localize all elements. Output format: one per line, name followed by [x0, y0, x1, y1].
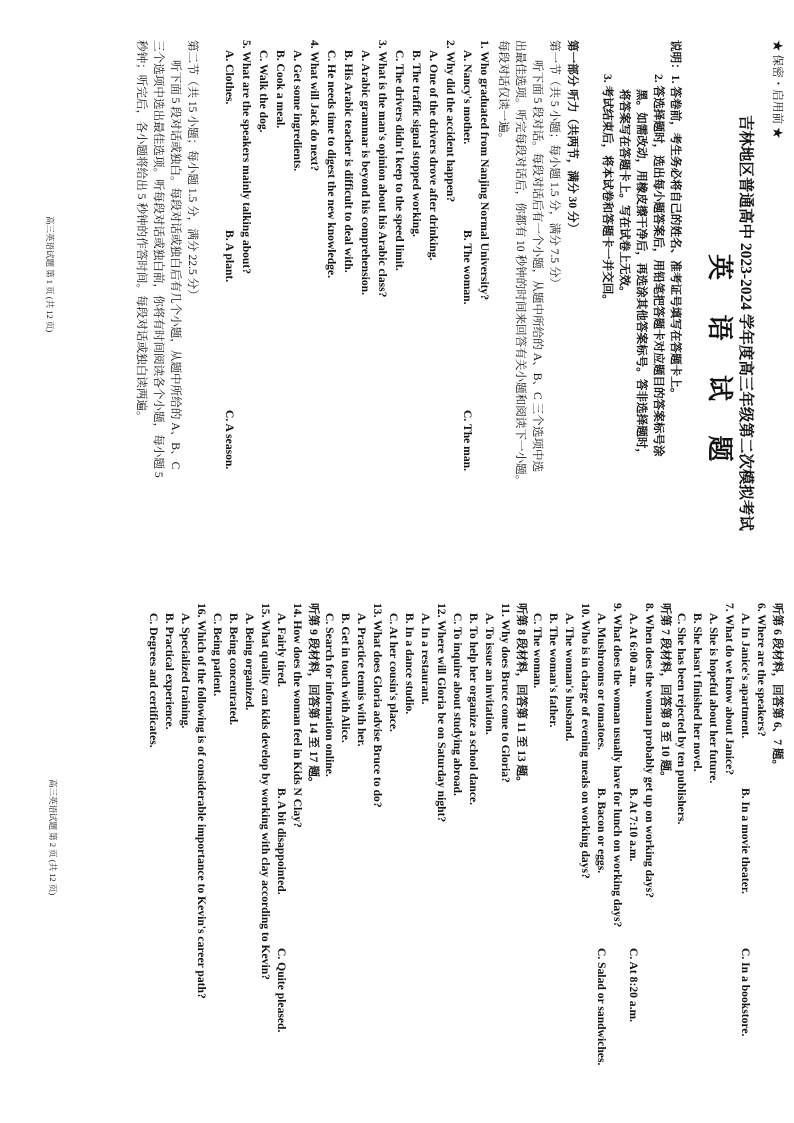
option-1a: A. Nancy's mother.	[461, 50, 474, 145]
question-8: 8. When does the woman probably get up on working days?	[643, 603, 656, 898]
option-2c: C. The drivers didn't keep to the speed limit.	[393, 50, 406, 271]
option-6c: C. In a bookstore.	[739, 948, 752, 1037]
section1-instruction: 每段对话仅读一遍。	[497, 40, 510, 145]
exam-page-2	[14, 603, 784, 1083]
exam-page-1	[14, 40, 784, 560]
question-4: 4. What will Jack do next?	[308, 40, 321, 172]
option-14a: A. Fairly tired.	[275, 613, 288, 687]
option-5c: C. A season.	[223, 410, 236, 470]
option-8a: A. At 6:00 a.m.	[627, 613, 640, 688]
subject-title: 英 语 试 题	[705, 254, 734, 476]
material-6-intro: 听第 6 段材料，回答第 6、7 题。	[771, 603, 784, 772]
option-10c: C. The woman.	[531, 613, 544, 689]
option-7b: B. She hasn't finished her novel.	[691, 613, 704, 772]
option-6b: B. In a movie theater.	[739, 788, 752, 894]
option-8b: B. At 7:10 a.m.	[627, 788, 640, 862]
option-15a: A. Being organized.	[243, 613, 256, 711]
option-13b: B. Get in touch with Alice.	[339, 613, 352, 743]
section2-instruction: 听下面 5 段对话或独白。每段对话或独白后有几个小题，从题中所给的 A、B、C	[169, 60, 182, 470]
part1-heading: 第一部分 听力（共两节，满分 30 分）	[566, 40, 579, 235]
option-16c: C. Degrees and certificates.	[147, 613, 160, 748]
material-8-intro: 听第 8 段材料，回答第 11 至 13 题。	[515, 603, 528, 788]
option-4b: B. Cook a meal.	[274, 50, 287, 129]
page-footer: 高三英语试题 第 2 页 (共 12 页)	[48, 779, 58, 896]
question-13: 13. What does Gloria advise Bruce to do?	[371, 603, 384, 808]
option-12c: C. At her cousin's place.	[387, 613, 400, 732]
section2-instruction: 三个选项中选出最佳选项。听每段对话或独白前，你将有时间阅读各个小题，每小题 5	[152, 40, 165, 478]
material-7-intro: 听第 7 段材料，回答第 8 至 10 题。	[659, 603, 672, 783]
option-14b: B. A bit disappointed.	[275, 788, 288, 895]
option-15c: C. Being patient.	[211, 613, 224, 697]
section1-heading: 第一节（共 5 小题；每小题 1.5 分，满分 7.5 分）	[548, 40, 561, 290]
question-11: 11. Why does Bruce come to Gloria?	[499, 603, 512, 783]
question-16: 16. Which of the following is of considerable importance to Kevin's career path?	[195, 603, 208, 999]
option-1c: C. The man.	[461, 410, 474, 471]
option-2a: A. One of the drivers drove after drinking.	[427, 50, 440, 261]
option-11b: B. To help her organize a school dance.	[467, 613, 480, 806]
option-11a: A. To issue an invitation.	[483, 613, 496, 735]
option-13c: C. Search for information online.	[323, 613, 336, 777]
option-2b: B. The traffic signal stopped working.	[410, 50, 423, 237]
option-8c: C. At 8:20 a.m.	[627, 948, 640, 1023]
option-4c: C. Walk the dog.	[257, 50, 270, 133]
notes-line: 说明：1. 答卷前，考生务必将自己的姓名、准考证号填写在答题卡上。	[669, 40, 682, 400]
option-11c: C. To inquire about studying abroad.	[451, 613, 464, 796]
option-14c: C. Quite pleased.	[275, 948, 288, 1033]
question-9: 9. What does the woman usually have for lunch on working days?	[611, 603, 624, 928]
option-9a: A. Mushrooms or tomatoes.	[595, 613, 608, 751]
option-15b: B. Being concentrated.	[227, 613, 240, 726]
section1-instruction: 出最佳选项。听完每段对话后，你都有 10 秒钟的时间来回答有关小题和阅读下一小题。	[514, 40, 527, 487]
option-3c: C. He needs time to digest the new knowledge.	[325, 50, 338, 278]
page-footer: 高三英语试题 第 1 页 (共 12 页)	[45, 216, 55, 333]
notes-line: 2. 答选择题时，选出每小题答案后，用铅笔把答题卡对应题目的答案标号涂	[652, 74, 665, 457]
option-1b: B. The woman.	[461, 230, 474, 305]
option-6a: A. In Janice's apartment.	[739, 613, 752, 739]
option-9c: C. Salad or sandwiches.	[595, 948, 608, 1066]
option-12a: A. In a restaurant.	[419, 613, 432, 705]
option-3b: B. His Arabic teacher is difficult to deal with.	[342, 50, 355, 273]
notes-line: 3. 考试结束后，将本试卷和答题卡一并交回。	[601, 74, 614, 306]
option-16a: A. Specialized training.	[179, 613, 192, 729]
section2-instruction: 秒钟；听完后，各小题将给出 5 秒钟的作答时间。每段对话或独白读两遍。	[135, 40, 148, 423]
question-15: 15. What quality can kids develop by working with clay according to Kevin?	[259, 603, 272, 980]
question-6: 6. Where are the speakers?	[755, 603, 768, 737]
option-10a: A. The woman's husband.	[563, 613, 576, 742]
question-5: 5. What are the speakers mainly talking about?	[240, 40, 253, 275]
question-10: 10. Who is in charge of evening meals on working days?	[579, 603, 592, 879]
question-2: 2. Why did the accident happen?	[444, 40, 457, 203]
option-12b: B. In a dance studio.	[403, 613, 416, 715]
question-7: 7. What do we know about Janice?	[723, 603, 736, 776]
option-5b: B. A plant.	[223, 230, 236, 283]
exam-title: 吉林地区普通高中 2023-2024 学年度高三年级第二次模拟考试	[737, 115, 754, 531]
option-5a: A. Clothes.	[223, 50, 236, 105]
option-3a: A. Arabic grammar is beyond his comprehension.	[359, 50, 372, 295]
confidential-mark: ★ 保密・启用前 ★	[771, 40, 784, 139]
notes-line: 将答案写在答题卡上。写在试卷上无效。	[618, 89, 631, 298]
option-10b: B. The woman's father.	[547, 613, 560, 728]
option-7a: A. She is hopeful about her future.	[707, 613, 720, 784]
option-9b: B. Bacon or eggs.	[595, 788, 608, 874]
question-3: 3. What is the man's opinion about his Arabic class?	[376, 40, 389, 298]
question-1: 1. Who graduated from Nanjing Normal University?	[478, 40, 491, 301]
material-9-intro: 听第 9 段材料，回答第 14 至 17 题。	[307, 603, 320, 789]
option-13a: A. Practice tennis with her.	[355, 613, 368, 747]
option-16b: B. Practical experience.	[163, 613, 176, 730]
section2-heading: 第二节（共 15 小题；每小题 1.5 分，满分 22.5 分）	[186, 40, 199, 301]
notes-line: 黑。如需改动，用橡皮擦干净后，再选涂其他答案标号。答非选择题时，	[635, 89, 648, 461]
option-7c: C. She has been rejected by ten publishers.	[675, 613, 688, 825]
section1-instruction: 听下面 5 段对话。每段对话后有一个小题，从题中所给的 A、B、C 三个选项中选	[531, 60, 544, 473]
question-14: 14. How does the woman feel in Kids N Clay?	[291, 603, 304, 828]
option-4a: A. Get some ingredients.	[291, 50, 304, 172]
question-12: 12. Where will Gloria be on Saturday night?	[435, 603, 448, 823]
